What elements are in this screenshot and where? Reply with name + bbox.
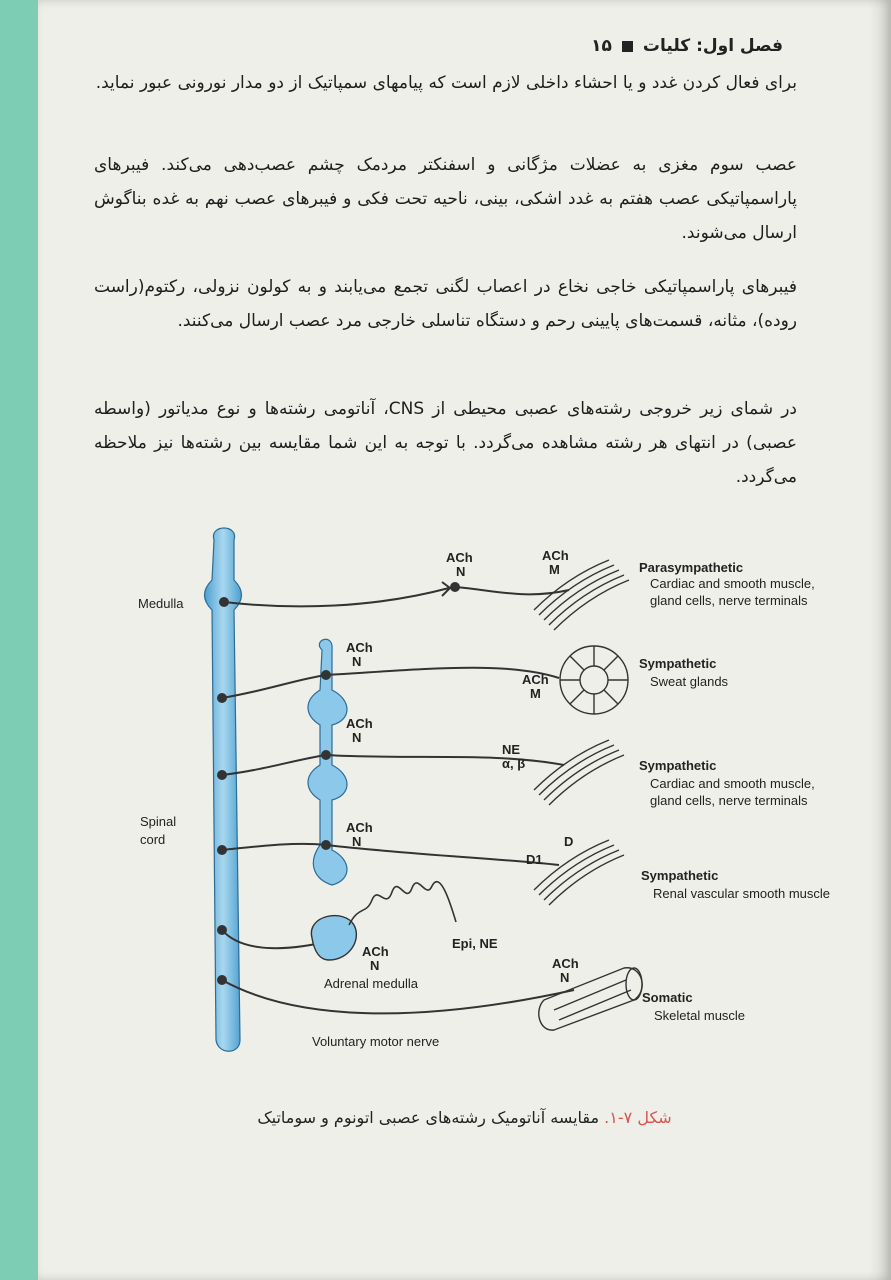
sym1-type: Sympathetic [639, 656, 717, 671]
paragraph-1 [94, 66, 797, 100]
sym2-pre-label2: N [352, 730, 362, 745]
cord-label: cord [140, 832, 166, 847]
sym3-target1: Renal vascular smooth muscle [653, 886, 831, 901]
page-number: ۱۵ [591, 36, 612, 56]
sym3-type: Sympathetic [641, 868, 719, 883]
spinal-label: Spinal [140, 814, 177, 829]
parasym-type: Parasympathetic [639, 560, 744, 575]
adrenal-secretion-wave [349, 882, 456, 925]
sym1-target1: Sweat glands [650, 674, 729, 689]
sym2-pre-label1: ACh [346, 716, 373, 731]
somatic-target1: Skeletal muscle [654, 1008, 746, 1023]
parasym-post-label1: ACh [542, 548, 569, 563]
sweat-gland [560, 646, 628, 714]
sym1-post-label1: ACh [522, 672, 549, 687]
sym1-pre-label2: N [352, 654, 362, 669]
paragraph-2-text: عصب سوم مغزی به عضلات مژگانی و اسفنکتر مردمک چشم عصب‌دهی می‌کند. فیبرهای پاراسمپاتیکی عصب هفتم به غدد اشکی، بینی، ناحیه تحت فکی و فیبرهای عصب نهم به غده بناگوش ارسال می‌شوند. [94, 155, 797, 243]
somatic-post-label2: N [560, 970, 570, 985]
adrenal-label2: N [370, 958, 380, 973]
medulla-label: Medulla [138, 596, 184, 611]
sym2-post-label2: α, β [502, 756, 526, 771]
sym2-target2: gland cells, nerve terminals [650, 793, 808, 808]
square-bullet-icon [622, 41, 633, 52]
parasym-target1: Cardiac and smooth muscle, [650, 576, 815, 591]
paragraph-4 [94, 392, 797, 494]
running-header [591, 36, 783, 56]
adrenal-label1: ACh [362, 944, 389, 959]
voluntary-motor-nerve-label: Voluntary motor nerve [312, 1034, 440, 1049]
paragraph-4-text: در شمای زیر خروجی رشته‌های عصبی محیطی از CNS، آناتومی رشته‌ها و نوع مدیاتور (واسطه عصبی) در انتهای هر رشته مشاهده می‌گردد. با توجه به این شما مقایسه بین رشته‌ها نیز ملاحظه می‌گردد. [94, 399, 797, 487]
sym3-post-label2: D1 [526, 852, 543, 867]
somatic-post-label1: ACh [552, 956, 579, 971]
smooth-muscle-3 [534, 840, 624, 905]
figure-caption [38, 1108, 891, 1127]
somatic-type: Somatic [642, 990, 693, 1005]
caption-text: مقایسه آناتومیک رشته‌های عصبی اتونوم و سوماتیک [257, 1108, 605, 1127]
parasym-pre-label1: ACh [446, 550, 473, 565]
caption-number: شکل ۷-۱. [604, 1108, 672, 1127]
sym1-pre-label1: ACh [346, 640, 373, 655]
sym2-type: Sympathetic [639, 758, 717, 773]
parasym-pre-fiber [224, 588, 449, 606]
book-page [38, 0, 891, 1280]
chapter-title: فصل اول: کلیات [642, 36, 783, 56]
sym3-post-label1: D [564, 834, 574, 849]
skeletal-muscle [539, 968, 642, 1030]
sym2-target1: Cardiac and smooth muscle, [650, 776, 815, 791]
page-spine-shadow [869, 0, 891, 1280]
adrenal-output: Epi, NE [452, 936, 498, 951]
sym3-pre-label2: N [352, 834, 362, 849]
parasym-post-label2: M [549, 562, 560, 577]
paragraph-1-text: برای فعال کردن غدد و یا احشاء داخلی لازم است که پیامهای سمپاتیک از دو مدار نورونی عبور نماید. [95, 73, 797, 93]
smooth-muscle-2 [534, 740, 624, 805]
sym3-pre-label1: ACh [346, 820, 373, 835]
parasym-pre-label2: N [456, 564, 466, 579]
sym2-post-label1: NE [502, 742, 521, 757]
parasym-target2: gland cells, nerve terminals [650, 593, 808, 608]
adrenal-medulla-label: Adrenal medulla [324, 976, 418, 991]
paragraph-3-text: فیبرهای پاراسمپاتیکی خاجی نخاع در اعصاب لگنی تجمع می‌یابند و به کولون نزولی، رکتوم(راست روده)، مثانه، قسمت‌های پایینی رحم و دستگاه تناسلی خارجی مرد عصب ارسال می‌کنند. [94, 277, 797, 331]
sym1-post-label2: M [530, 686, 541, 701]
paragraph-2 [94, 148, 797, 250]
paragraph-3 [94, 270, 797, 338]
autonomic-somatic-diagram [94, 520, 854, 1080]
